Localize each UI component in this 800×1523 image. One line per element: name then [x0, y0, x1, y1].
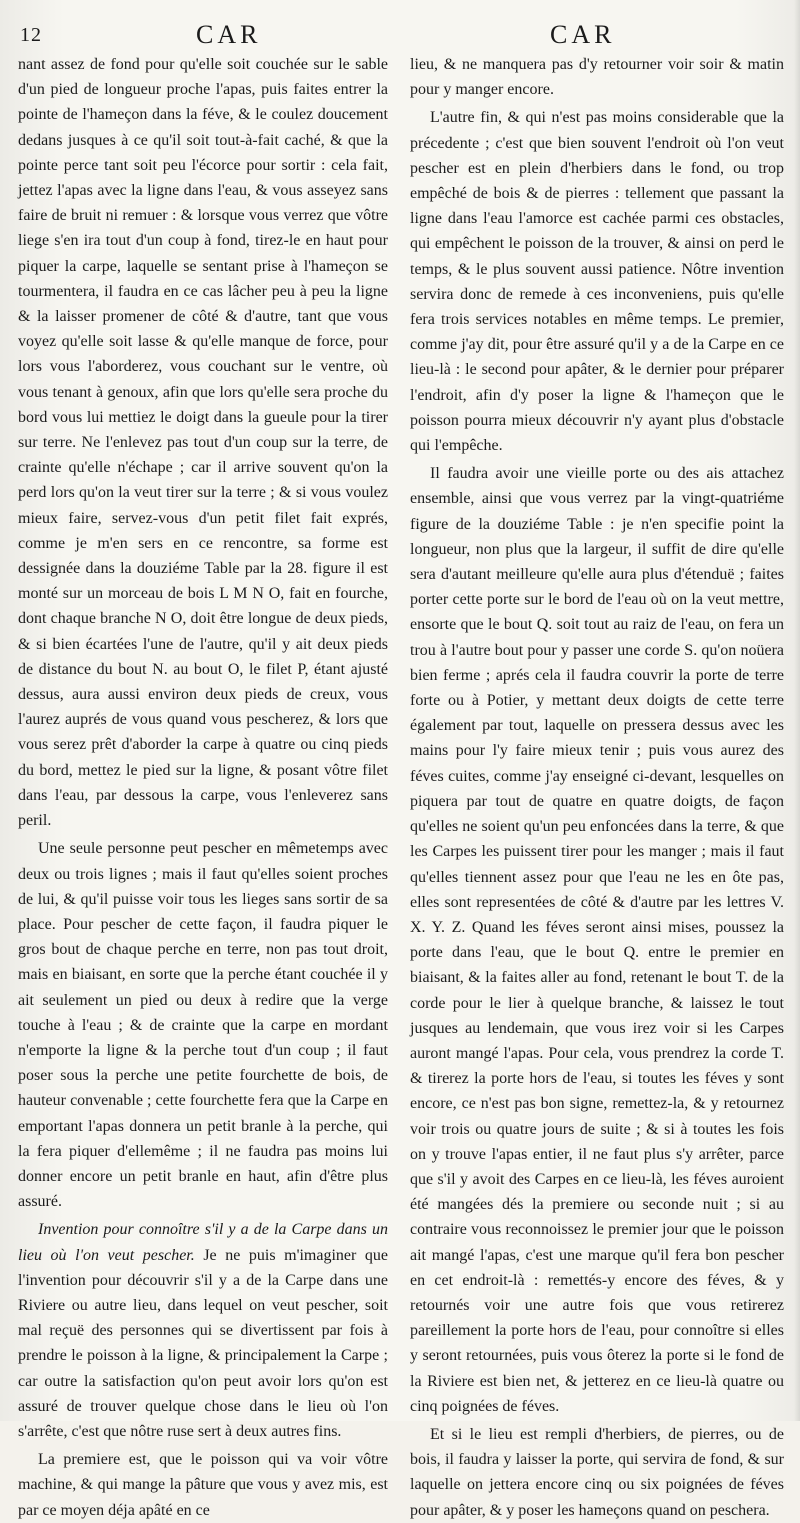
left-paragraph-4: La premiere est, que le poisson qui va voir vôtre machine, & qui mange la pâture que vous y avez mis, est par ce moyen déja apâté en ce: [18, 1451, 388, 1519]
page-header: [18, 18, 780, 52]
right-paragraph-2: L'autre fin, & qui n'est pas moins considerable que la précedente ; c'est que bien souvent l'endroit où l'on veut pescher est en plein d'herbiers dans le fond, ou trop empêché de bois & de pierres : tellement que passant la ligne dans l'eau l'amorce est cachée parmi ces obstacles, qui empêchent le poisson de la trouver, & ainsi on perd le temps, & le plus souvent aussi patience. Nôtre invention servira donc de remede à ces inconveniens, puis qu'elle fera trois services notables en même temps. Le premier, comme j'ay dit, pour être assuré qu'il y a de la Carpe en ce lieu-là : le second pour apâter, & le dernier pour préparer l'endroit, afin d'y poser la ligne & l'hameçon que le poisson pourra mieux découvrir n'y ayant plus d'obstacle qui l'empêche.: [410, 109, 784, 455]
text-columns: [18, 52, 784, 1519]
right-paragraph-1: lieu, & ne manquera pas d'y retourner voir soir & matin pour y manger encore.: [410, 56, 784, 99]
left-column: [18, 52, 388, 1519]
right-column: [410, 52, 784, 1519]
left-paragraph-3: [18, 1217, 388, 1444]
right-paragraph-4: Et si le lieu est rempli d'herbiers, de pierres, ou de bois, il faudra y laisser la porte, qui servira de fond, & sur laquelle on jettera encore cinq ou six poignées de féves pour apâter, & y poser les hameçons quand on peschera.: [410, 1425, 784, 1519]
section-heading-invention: Invention pour connoître s'il y a de la Carpe dans un lieu où l'on veut pescher.: [18, 1221, 388, 1264]
left-paragraph-2: Une seule personne peut pescher en mêmetemps avec deux ou trois lignes ; mais il faut qu'elles soient proches de lui, & qu'il puisse voir tous les lieges sans sortir de sa place. Pour pescher de cette façon, il faudra piquer le gros bout de chaque perche en terre, non pas tout droit, mais en biaisant, en sorte que la perche étant couchée il y ait seulement un pied ou deux à redire que la verge touche à l'eau ; & de crainte que la carpe en mordant n'emporte la ligne & la perche tout d'un coup ; il faut poser sous la perche une petite fourchette de bois, de hauteur convenable ; cette fourchette fera que la Carpe en emportant l'apas donnera un petit branle à la perche, qui la fera piquer d'ellemême ; il ne faudra pas moins lui donner encore un petit branle en haut, afin d'être plus assuré.: [18, 840, 388, 1211]
running-head-left: CAR: [196, 20, 262, 49]
right-paragraph-3: Il faudra avoir une vieille porte ou des ais attachez ensemble, ainsi que vous verrez par la vingt-quatriéme figure de la douziéme Table : je n'en specifie point la longueur, non plus que la largeur, il suffit de dire qu'elle sera d'autant meilleure qu'elle aura plus d'étenduë ; faites porter cette porte sur le bord de l'eau où on la veut mettre, ensorte que le bout Q. soit tout au raiz de l'eau, on fera un trou à l'autre bout pour y passer une corde S. qu'on noüera bien ferme ; aprés cela il faudra couvrir la porte de terre forte ou à Potier, y mettant deux doigts de cette terre également par tout, laquelle on pressera dessus avec les mains pour l'y faire mieux tenir ; puis vous aurez des féves cuites, comme j'ay enseigné ci-devant, lesquelles on piquera par tout de quatre en quatre doigts, de façon qu'elles ne soient qu'un peu enfoncées dans la terre, & que les Carpes les puissent tirer pour les manger ; mais il faut qu'elles tiennent assez pour que l'eau ne les en ôte pas, elles sont representées de côté & d'autre par les lettres V. X. Y. Z. Quand les féves seront ainsi mises, poussez la porte dans l'eau, que le bout Q. entre le premier en biaisant, & la faites aller au fond, retenant le bout T. de la corde pour le lier à quelque branche, & laissez le tout jusques au lendemain, que vous irez voir si les Carpes auront mangé l'apas. Pour cela, vous prendrez la corde T. & tirerez la porte hors de l'eau, si toutes les féves y sont encore, ce n'est pas bon signe, remettez-la, & y retournez voir trois ou quatre jours de suite ; & si à toutes les fois on y trouve l'apas entier, il ne faut plus s'y arrêter, parce que s'il y avoit des Carpes en ce lieu-là, les féves auroient été mangées dés la premiere ou seconde nuit ; si au contraire vous reconnoissez le premier jour que le poisson ait mangé l'apas, c'est une marque qu'il fera bon pescher en cet endroit-là : remettés-y encore des féves, & y retournés voir une autre fois que vous retirerez pareillement la porte hors de l'eau, pour connoître si elles y seront retournées, puis vous ôterez la porte si le fond de la Riviere est bien net, & jetterez en ce lieu-là quatre ou cinq poignées de féves.: [410, 465, 784, 1415]
left-paragraph-3-body: Je ne puis m'imaginer que l'invention pour découvrir s'il y a de la Carpe dans une Riviere ou autre lieu, dans lequel on veut pescher, soit mal reçuë des personnes qui se divertissent par fois à prendre le poisson à la ligne, & principalement la Carpe ; car outre la satisfaction qu'on peut avoir lors qu'on est assuré de trouver quelque chose dans le lieu où l'on s'arrête, c'est que nôtre ruse sert à deux autres fins.: [18, 1246, 388, 1440]
left-paragraph-1: nant assez de fond pour qu'elle soit couchée sur le sable d'un pied de longueur proche l'apas, puis faites entrer la pointe de l'hameçon dans la féve, & le coulez doucement dedans jusques à ce qu'il soit tout-à-fait caché, & que la pointe perce tant soit peu l'écorce pour sortir : cela fait, jettez l'apas avec la ligne dans l'eau, & vous asseyez sans faire de bruit ni remuer : & lorsque vous verrez que vôtre liege s'en ira tout d'un coup à fond, tirez-le en haut pour piquer la carpe, laquelle se sentant prise à l'hameçon se tourmentera, il faudra en ce cas lâcher peu à peu la ligne & la laisser promener de côté & d'autre, tant que vous voyez qu'elle soit lasse & qu'elle manque de force, pour lors vous l'aborderez, vous couchant sur le ventre, où vous tenant à genoux, afin que lors qu'elle sera proche du bord vous lui mettiez le doigt dans la gueule pour la tirer sur terre. Ne l'enlevez pas tout d'un coup sur la terre, de crainte qu'elle n'échape ; car il arrive souvent qu'on la perd lors qu'on la veut tirer sur la terre ; & si vous voulez mieux faire, servez-vous d'un petit filet fait exprés, comme je m'en sers en ce rencontre, sa forme est dessignée dans la douziéme Table par la 28. figure il est monté sur un morceau de bois L M N O, fait en fourche, dont chaque branche N O, doit être longue de deux pieds, & si bien écartées l'une de l'autre, qu'il y ait deux pieds de distance du bout N. au bout O, le filet P, étant ajusté dessus, aura aussi environ deux pieds de creux, vous l'aurez auprés de vous quand vous pescherez, & lors que vous serez prêt d'aborder la carpe à quatre ou cinq pieds du bord, mettez le pied sur la ligne, & posant vôtre filet dans l'eau, par dessous la carpe, vous l'enleverez sans peril.: [18, 56, 388, 830]
running-head-right: CAR: [550, 20, 616, 49]
page-edge-shadow: [794, 0, 800, 1421]
page-number: 12: [20, 24, 42, 46]
